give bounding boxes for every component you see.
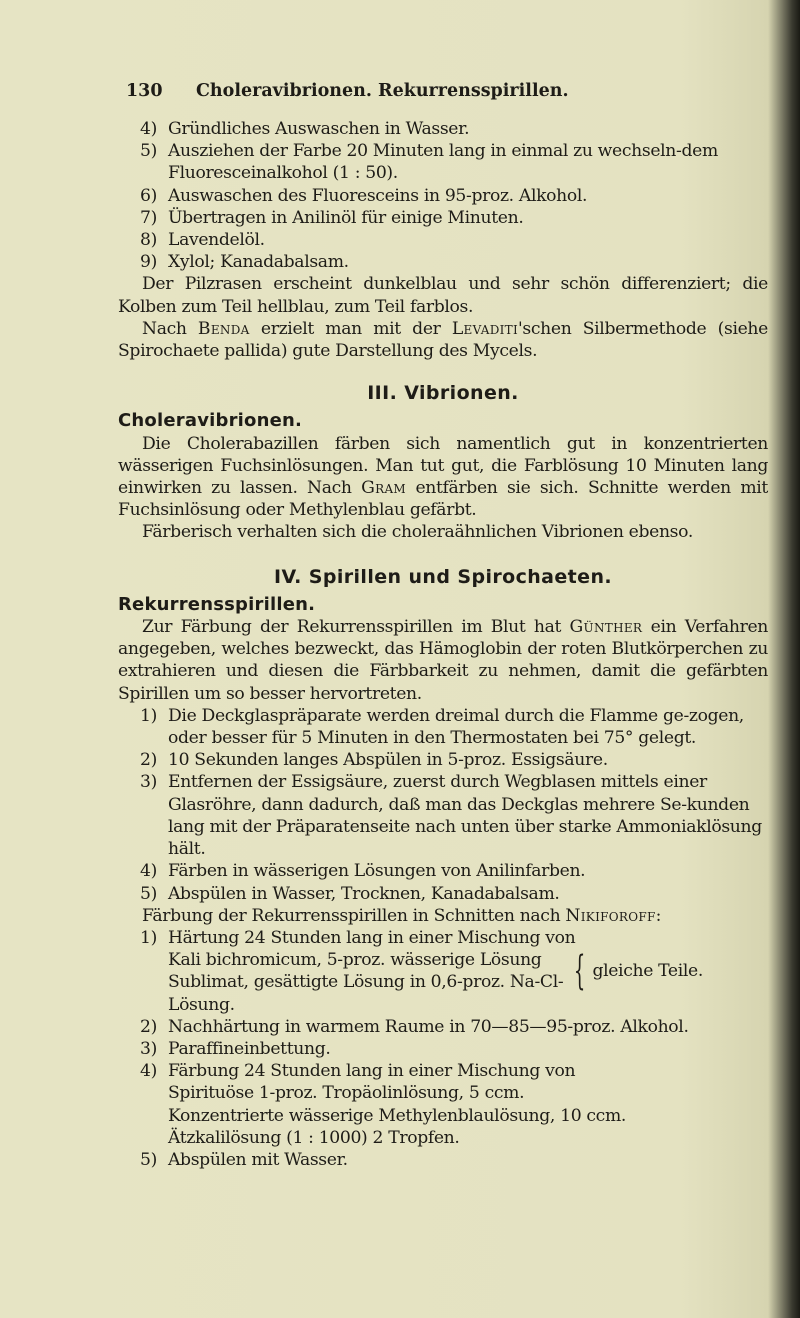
list-item: 2) 10 Sekunden langes Abspülen in 5-proz. Essigsäure. <box>140 750 608 771</box>
list-item: 6) Auswaschen des Fluoresceins in 95-proz. Alkohol. <box>140 185 588 206</box>
author-name: Nikiforoff <box>565 905 656 926</box>
list-item: 9) Xylol; Kanadabalsam. <box>140 252 349 273</box>
list-item: 2) Nachhärtung in warmem Raume in 70—85—95-proz. Alkohol. <box>140 1016 689 1037</box>
list-item-continuation: Lösung. <box>168 994 235 1015</box>
author-name: Levaditi <box>451 318 519 339</box>
list-item: 5) Ausziehen der Farbe 20 Minuten lang in einmal zu wechseln-dem Fluoresceinalkohol (1 : 50). <box>140 141 718 184</box>
list-item: 3) Entfernen der Essigsäure, zuerst durch Wegblasen mittels einer Glasröhre, dann dadurch, daß man das Deckglas mehrere Se-kunden lang mit der Präparatenseite nach unten über starke Ammoniaklösung hält. <box>140 772 762 860</box>
page-number: 130 <box>126 81 163 101</box>
list-item: 4) Färben in wässerigen Lösungen von Anilinfarben. <box>140 861 586 882</box>
stain-steps-list <box>118 118 768 273</box>
list-item: 4) Gründliches Auswaschen in Wasser. <box>140 119 470 139</box>
paragraph: Färbung der Rekurrensspirillen in Schnitten nach Nikiforoff: <box>142 905 662 926</box>
brace-group: Kali bichromicum, 5-proz. wässerige Lösung Sublimat, gesättigte Lösung in 0,6-proz. Na-Cl- { gleiche Teile. <box>168 948 703 995</box>
list-item: 1) Die Deckglaspräparate werden dreimal durch die Flamme ge-zogen, oder besser für 5 Minuten in den Thermostaten bei 75° gelegt. <box>140 705 744 749</box>
subsection-heading: Rekurrensspirillen. <box>118 593 316 615</box>
list-item: 3) Paraffineinbettung. <box>140 1038 331 1059</box>
section-heading: III. Vibrionen. <box>367 382 519 405</box>
list-item: 1) Härtung 24 Stunden lang in einer Mischung von <box>140 927 576 948</box>
section-staining-list <box>118 927 768 1171</box>
brace-label: gleiche Teile. <box>592 961 703 982</box>
list-item-continuation: Konzentrierte wässerige Methylenblaulösung, 10 ccm. <box>168 1105 627 1126</box>
paragraph: Der Pilzrasen erscheint dunkelblau und sehr schön differenziert; die Kolben zum Teil hellblau, zum Teil farblos. <box>118 274 768 317</box>
paragraph: Färberisch verhalten sich die choleraähnlichen Vibrionen ebenso. <box>142 522 693 543</box>
list-item: 8) Lavendelöl. <box>140 230 265 251</box>
list-item-continuation: Spirituöse 1-proz. Tropäolinlösung, 5 ccm. <box>168 1083 525 1104</box>
brace-symbol: { <box>574 948 586 995</box>
list-item: 7) Übertragen in Anilinöl für einige Minuten. <box>140 207 524 228</box>
author-name: Benda <box>197 318 250 339</box>
page-body <box>118 118 768 1171</box>
subsection-heading: Choleravibrionen. <box>118 410 303 432</box>
list-item: 5) Abspülen mit Wasser. <box>140 1149 348 1170</box>
paragraph: Nach Benda erzielt man mit der Levaditi'schen Silbermethode (siehe Spirochaete pallida) gute Darstellung des Mycels. <box>118 318 768 362</box>
author-name: Gram <box>361 478 406 499</box>
list-item-continuation: Ätzkalilösung (1 : 1000) 2 Tropfen. <box>168 1127 460 1148</box>
list-item: 4) Färbung 24 Stunden lang in einer Mischung von <box>140 1061 576 1082</box>
procedure-list <box>118 705 768 905</box>
paragraph: Zur Färbung der Rekurrensspirillen im Blut hat Günther ein Verfahren angegeben, welches bezweckt, das Hämoglobin der roten Blutkörperchen zu extrahieren und diesen die Färbbarkeit zu nehmen, damit die gefärbten Spirillen um so besser hervortreten. <box>118 617 768 704</box>
author-name: Günther <box>569 617 643 638</box>
running-title: Choleravibrionen. Rekurrensspirillen. <box>196 81 569 101</box>
section-heading: IV. Spirillen und Spirochaeten. <box>274 565 612 588</box>
list-item: 5) Abspülen in Wasser, Trocknen, Kanadabalsam. <box>140 883 560 904</box>
paragraph: Die Cholerabazillen färben sich namentlich gut in konzentrierten wässerigen Fuchsinlösungen. Man tut gut, die Farblösung 10 Minuten lang einwirken zu lassen. Nach Gram entfärben sie sich. Schnitte werden mit Fuchsinlösung oder Methylenblau gefärbt. <box>118 433 768 521</box>
